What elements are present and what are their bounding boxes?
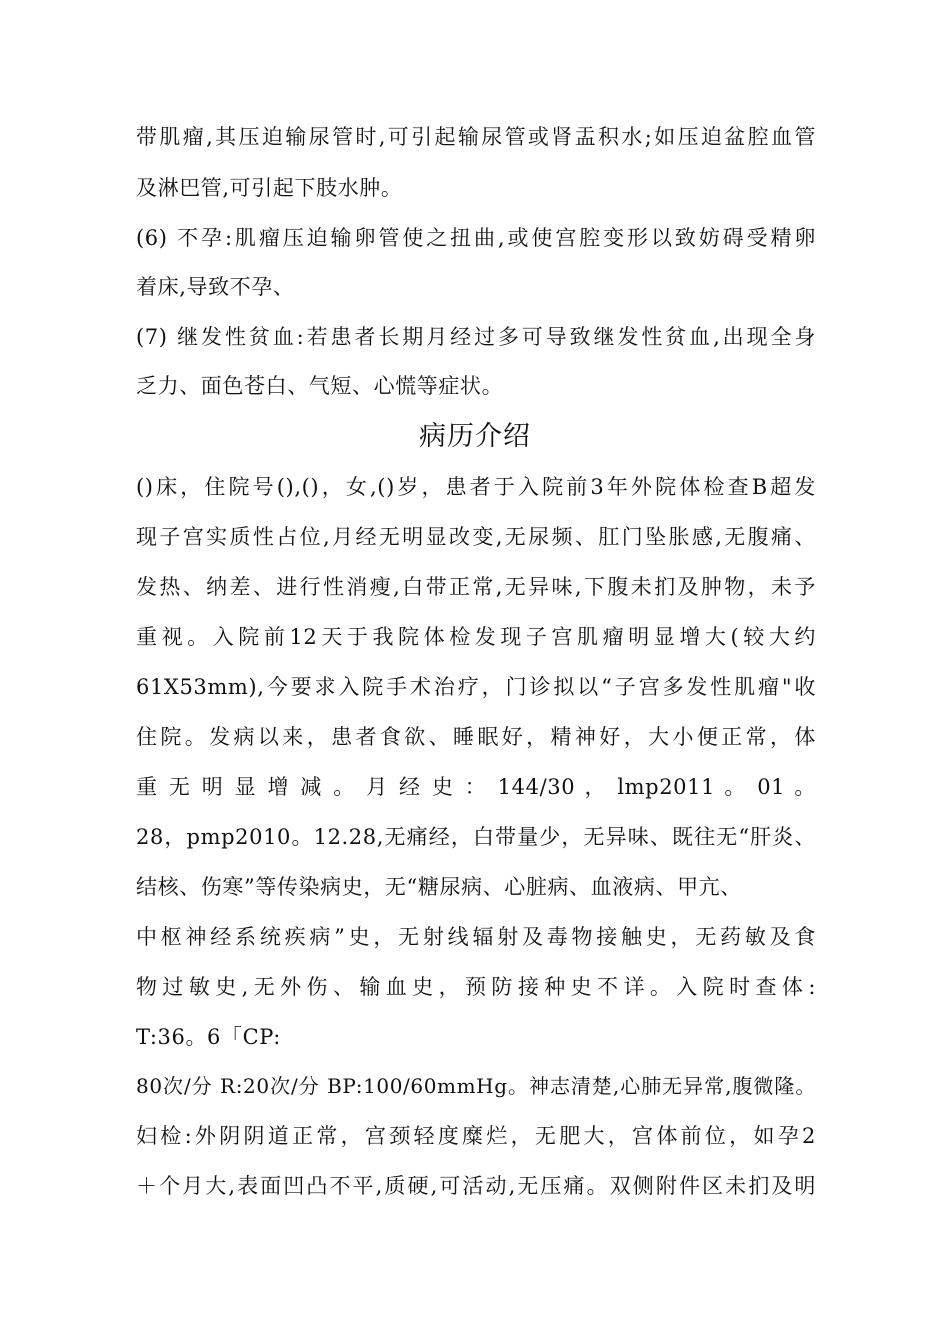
case-line-4: 重视。入院前12天于我院体检发现子宫肌瘤明显增大(较大约 <box>136 625 816 649</box>
case-line-9: 结核、伤寒”等传染病史，无“糖尿病、心脏病、血液病、甲亢、 <box>136 875 742 899</box>
case-line-13: 80次/分 R:20次/分 BP:100/60mmHg。神志清楚,心肺无异常,腹微隆。 <box>136 1074 816 1098</box>
intro-line-5: (7) 继发性贫血:若患者长期月经过多可导致继发性贫血,出现全身 <box>136 325 816 349</box>
intro-line-3: (6) 不孕:肌瘤压迫输卵管使之扭曲,或使宫腔变形以致妨碍受精卵 <box>136 226 816 250</box>
case-line-6: 住院。发病以来，患者食欲、睡眠好，精神好，大小便正常，体 <box>136 725 816 749</box>
case-line-2: 现子宫实质性占位,月经无明显改变,无尿频、肛门坠胀感,无腹痛、 <box>136 525 816 549</box>
section-heading: 病历介绍 <box>419 421 531 452</box>
case-line-15: ＋个月大,表面凹凸不平,质硬,可活动,无压痛。双侧附件区未扪及明 <box>136 1174 816 1198</box>
intro-line-6: 乏力、面色苍白、气短、心慌等症状。 <box>136 374 504 398</box>
case-line-11: 物过敏史,无外伤、输血史，预防接种史不详。入院时查体: <box>136 975 816 999</box>
case-line-1: ()床，住院号(),()，女,()岁，患者于入院前3年外院体检查B超发 <box>136 475 816 499</box>
case-line-5: 61X53mm),今要求入院手术治疗，门诊拟以“子宫多发性肌瘤"收 <box>136 675 816 699</box>
case-line-3: 发热、纳差、进行性消瘦,白带正常,无异味,下腹未扪及肿物，未予 <box>136 575 816 599</box>
case-line-7: 重 无 明 显 增 减 。 月 经 史 ： 144/30 ， lmp2011 。 01 。 <box>136 775 816 799</box>
case-line-10: 中枢神经系统疾病”史，无射线辐射及毒物接触史，无药敏及食 <box>136 925 816 949</box>
case-line-14: 妇检:外阴阴道正常，宫颈轻度糜烂，无肥大，宫体前位，如孕2 <box>136 1124 816 1148</box>
intro-line-1: 带肌瘤,其压迫输尿管时,可引起输尿管或肾盂积水;如压迫盆腔血管 <box>136 125 816 149</box>
case-line-12: T:36。6「CP: <box>136 1025 281 1049</box>
case-line-8: 28，pmp2010。12.28,无痛经，白带量少，无异味、既往无“肝炎、 <box>136 825 816 849</box>
intro-line-2: 及淋巴管,可引起下肢水肿。 <box>136 176 403 200</box>
intro-line-4: 着床,导致不孕、 <box>136 275 295 299</box>
